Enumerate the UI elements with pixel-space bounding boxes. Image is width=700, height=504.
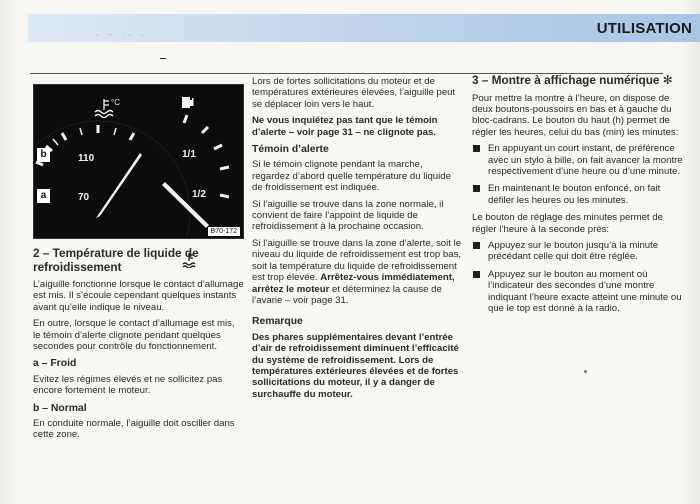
clock-intro: Pour mettre la montre à l’heure, on dispose de deux boutons-poussoirs en bas et à gauche du bloc-cadrans. Le bouton du haut (h) permet de régler les heures, celui du bas (min) les minutes: — [472, 92, 679, 138]
remark-title: Remarque — [252, 316, 303, 328]
bullet-square-icon — [473, 271, 480, 278]
alert-para-3-end: et déterminez la cause de l’avarie – voir page 31. — [252, 283, 442, 306]
normal-text: En conduite normale, l’aiguille doit osciller dans cette zone. — [33, 418, 235, 441]
warning-note: Ne vous inquiétez pas tant que le témoin d’alerte – voir page 31 – ne clignote pas. — [252, 115, 438, 138]
stray-dot — [584, 370, 587, 373]
temp-needle — [96, 153, 142, 218]
section-2-para-2: En outre, lorsque le contact d’allumage est mis, le témoin d’alerte clignote pendant quelques secondes pour contrôle du fonctionnement. — [33, 318, 235, 353]
section-2-title-text: 2 – Température de liquide de refroidissement — [33, 246, 199, 274]
column-3 — [472, 72, 684, 320]
section-3-title-text: 3 – Montre à affichage numérique — [472, 73, 660, 87]
gauge-illustration — [34, 85, 244, 239]
section-2-title — [33, 247, 244, 274]
alert-para-2: Si l’aiguille se trouve dans la zone normale, il convient de faire l’appoint de liquide de refroidissement à la prochaine occasion. — [252, 198, 444, 233]
coolant-temperature-icon — [182, 252, 196, 268]
bullet-square-icon — [473, 242, 480, 249]
bullet-square-icon — [473, 145, 480, 152]
clock-seconds-para: Le bouton de réglage des minutes permet de régler l’heure à la seconde près: — [472, 212, 663, 235]
fuel-pump-icon — [182, 97, 194, 108]
cold-text: Evitez les régimes élevés et ne sollicitez pas encore fortement le moteur. — [33, 373, 223, 397]
gauge-tick-110: 110 — [78, 153, 95, 164]
col2-para-1: Lors de fortes sollicitations du moteur et de températures extérieures élevées, l’aiguille peut se déplacer loin vers le haut. — [252, 76, 456, 110]
fuel-tick-full: 1/1 — [182, 149, 196, 160]
callout-a: a — [37, 189, 50, 203]
alert-para-3-start: Si l’aiguille se trouve dans la zone d’alerte, soit le niveau du liquide de refroidissement est trop bas, soit la température du liquide de refroidissement est trop élevée. — [252, 237, 462, 284]
alert-title: Témoin d’alerte — [252, 144, 329, 156]
column-1 — [33, 84, 244, 446]
cold-title: a – Froid — [33, 358, 77, 370]
margin-tick — [160, 58, 166, 59]
clock-bullet-3-text: Appuyez sur le bouton jusqu’à la minute précédant celle qui doit être réglée. — [488, 239, 659, 263]
column-2 — [252, 76, 463, 405]
alert-para-3 — [252, 238, 463, 306]
clock-bullet-1-text: En appuyant un court instant, de préférence avec un stylo à bille, on fait avancer la montre respectivement d’une heure ou d’une minute. — [488, 143, 683, 177]
figure-reference: B70-172 — [208, 227, 240, 236]
page-title: UTILISATION — [596, 20, 692, 37]
section-3-title — [472, 74, 684, 88]
clock-bullet-3 — [472, 240, 684, 263]
clock-bullet-1 — [472, 143, 684, 177]
temp-unit: °C — [111, 98, 120, 107]
option-star-icon: ✻ — [662, 73, 673, 87]
section-2-para-1: L’aiguille fonctionne lorsque le contact d’allumage est mis. Il s’écoule cependant quelques instants avant qu’elle indique le niveau. — [33, 279, 244, 313]
clock-bullet-2 — [472, 183, 684, 206]
callout-b: b — [37, 148, 50, 162]
clock-bullet-4 — [472, 269, 684, 315]
clock-bullet-2-text: En maintenant le bouton enfoncé, on fait défiler les heures ou les minutes. — [488, 183, 661, 206]
alert-para-1: Si le témoin clignote pendant la marche, regardez d’abord quelle température du liquide de froidissement est indiquée. — [252, 159, 451, 194]
pencil-note: - ~ ·- - — [95, 30, 147, 41]
gauge-tick-70: 70 — [78, 192, 90, 203]
remark-text: Des phares supplémentaires devant l’entrée d’air de refroidissement diminuent l’efficacité du système de refroidissement. Lors de températures extérieures élevées et de fortes sollicitations du moteur, il y a danger de surchauffe du moteur. — [252, 331, 459, 400]
fuel-tick-half: 1/2 — [192, 189, 206, 200]
alert-para-3-bold: Arrêtez-vous immédiatement, arrêtez le moteur — [252, 272, 455, 295]
bullet-square-icon — [473, 185, 480, 192]
clock-bullet-4-text: Appuyez sur le bouton au moment où l’indicateur des secondes d’une montre indiquant l’heure exacte atteint une minute ou que le top est donné à la radio. — [488, 268, 682, 314]
gauge-figure — [33, 84, 244, 239]
normal-title: b – Normal — [33, 402, 87, 414]
